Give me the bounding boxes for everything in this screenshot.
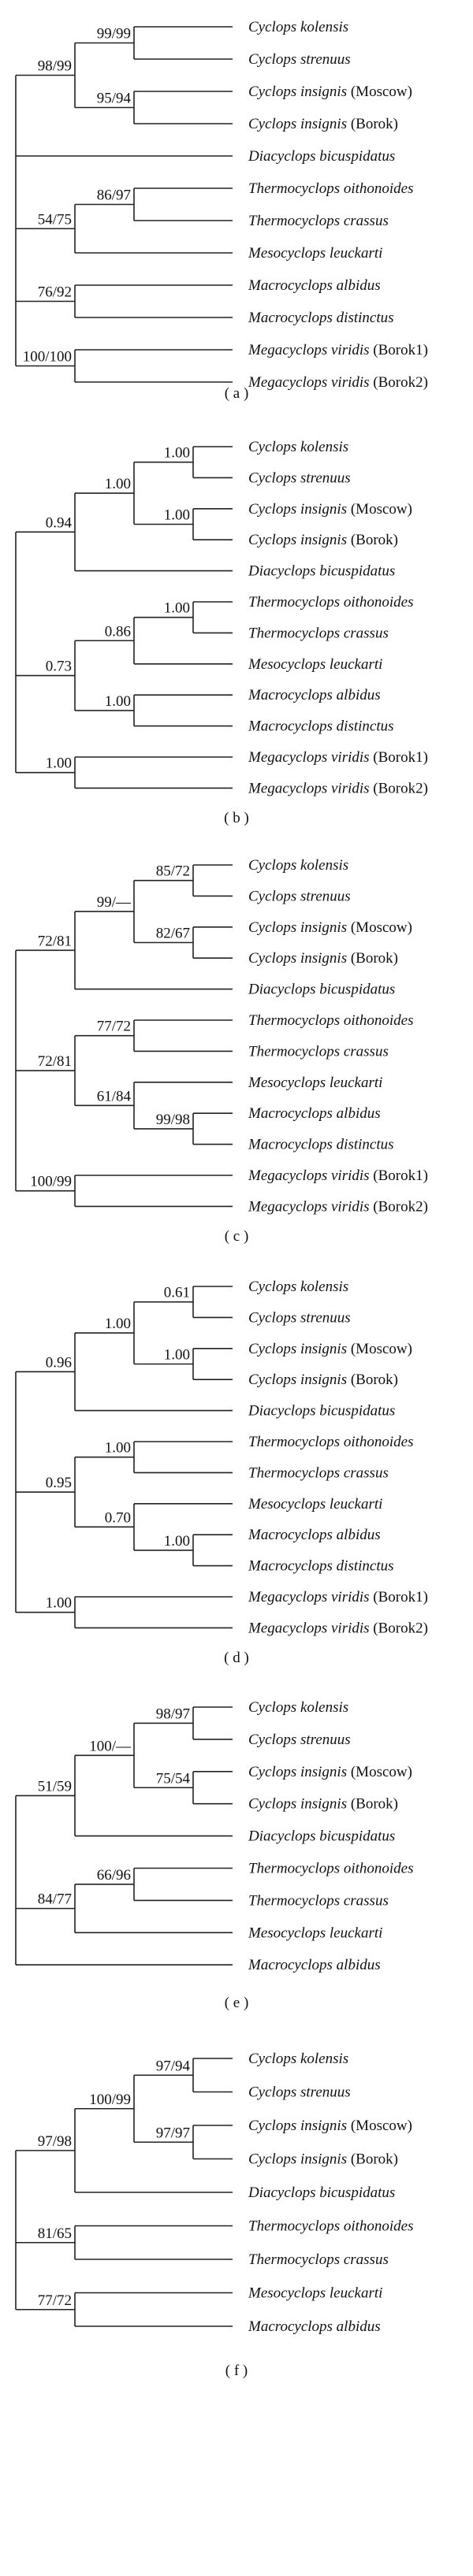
taxon-label: [248, 1105, 381, 1122]
taxon-name: Cyclops insignis: [248, 1340, 348, 1357]
taxon-locality: (Borok): [347, 116, 398, 132]
taxon-label: [248, 1137, 394, 1153]
taxon-locality: (Moscow): [347, 1340, 412, 1357]
taxon-name: Macrocyclops albidus: [248, 1957, 381, 1974]
taxon-label: [248, 1558, 394, 1575]
support-value: 51/59: [37, 1778, 72, 1795]
taxon-label: [248, 950, 398, 967]
taxon-label: [248, 2118, 412, 2134]
taxon-label: [248, 2084, 351, 2101]
taxon-label: [248, 656, 382, 673]
taxon-name: Diacyclops bicuspidatus: [248, 2184, 396, 2201]
support-value: 1.00: [45, 755, 72, 772]
taxon-label: [248, 1732, 351, 1748]
taxon-name: Cyclops insignis: [248, 1372, 348, 1389]
taxon-label: [248, 2251, 389, 2268]
taxon-label: [248, 1309, 351, 1326]
support-value: 1.00: [163, 1346, 190, 1364]
taxon-label: [248, 19, 348, 35]
taxon-name: Cyclops strenuus: [248, 888, 351, 905]
taxon-name: Macrocyclops distinctus: [248, 718, 394, 735]
support-value: 1.00: [163, 444, 190, 462]
taxon-name: Thermocyclops crassus: [248, 2251, 389, 2268]
taxon-label: [248, 1828, 395, 1845]
taxon-locality: (Borok2): [369, 780, 428, 797]
taxon-locality: (Borok2): [369, 1198, 428, 1216]
taxon-label: [248, 2184, 395, 2201]
support-value: 0.73: [45, 658, 72, 675]
support-value: 98/99: [37, 58, 72, 75]
taxon-name: Cyclops kolensis: [248, 1699, 349, 1716]
support-value: 76/92: [37, 284, 72, 301]
taxon-name: Megacyclops viridis: [248, 342, 370, 358]
support-value: 1.00: [163, 1532, 190, 1550]
taxon-label: [248, 501, 412, 518]
taxon-label: [248, 1372, 398, 1388]
taxon-name: Thermocyclops crassus: [248, 1043, 389, 1060]
taxon-name: Macrocyclops albidus: [248, 277, 381, 294]
taxon-label: [248, 1764, 412, 1780]
taxon-name: Macrocyclops albidus: [248, 1527, 381, 1544]
support-value: 1.00: [104, 1439, 131, 1457]
taxon-name: Cyclops strenuus: [248, 1731, 351, 1748]
taxon-name: Diacyclops bicuspidatus: [248, 1402, 396, 1420]
taxon-label: [248, 310, 394, 326]
support-value: 86/97: [96, 187, 131, 204]
panel-label: ( a ): [224, 385, 249, 402]
taxon-name: Thermocyclops crassus: [248, 1464, 389, 1482]
support-value: 98/97: [155, 1706, 190, 1723]
taxon-label: [248, 1075, 382, 1091]
taxon-label: [248, 116, 398, 132]
taxon-name: Cyclops strenuus: [248, 470, 351, 487]
taxon-name: Mesocyclops leuckarti: [248, 2285, 383, 2302]
taxon-locality: (Borok1): [369, 1167, 428, 1184]
taxon-label: [248, 563, 395, 580]
support-value: 100/99: [89, 2091, 131, 2108]
taxon-locality: (Borok1): [369, 1589, 428, 1605]
taxon-name: Macrocyclops albidus: [248, 687, 381, 704]
panel-label: ( f ): [225, 2363, 248, 2379]
support-value: 72/81: [37, 933, 72, 950]
taxon-label: [248, 213, 389, 229]
taxon-label: [248, 888, 351, 904]
support-value: 72/81: [37, 1053, 72, 1071]
taxon-name: Cyclops kolensis: [248, 19, 349, 35]
panel-label: ( d ): [224, 1650, 249, 1666]
taxon-name: Cyclops insignis: [248, 919, 348, 936]
taxon-name: Diacyclops bicuspidatus: [248, 148, 396, 165]
support-value: 100/99: [30, 1173, 72, 1190]
support-value: 1.00: [104, 1316, 131, 1333]
taxon-label: [248, 148, 395, 165]
support-value: 95/94: [96, 90, 131, 107]
taxon-label: [248, 342, 428, 358]
tree-panel-b: [16, 439, 428, 826]
taxon-label: [248, 1620, 428, 1636]
support-value: 0.61: [163, 1284, 190, 1301]
taxon-name: Macrocyclops distinctus: [248, 310, 394, 326]
taxon-locality: (Moscow): [347, 1763, 412, 1780]
support-value: 61/84: [96, 1088, 131, 1105]
taxon-name: Cyclops insignis: [248, 500, 348, 518]
taxon-locality: (Borok2): [369, 1620, 428, 1637]
taxon-label: [248, 1796, 398, 1813]
taxon-name: Mesocyclops leuckarti: [248, 655, 383, 673]
tree-panel-f: [16, 2051, 414, 2379]
taxon-name: Thermocyclops oithonoides: [248, 180, 414, 197]
taxon-name: Cyclops insignis: [248, 116, 348, 132]
taxon-name: Cyclops insignis: [248, 532, 348, 549]
taxon-name: Megacyclops viridis: [248, 1589, 370, 1605]
taxon-name: Mesocyclops leuckarti: [248, 1925, 383, 1942]
support-value: 97/98: [37, 2132, 72, 2150]
taxon-name: Thermocyclops crassus: [248, 1892, 389, 1910]
support-value: 97/97: [155, 2125, 190, 2142]
support-value: 66/96: [96, 1866, 131, 1884]
taxon-label: [248, 919, 412, 936]
support-value: 1.00: [163, 599, 190, 617]
support-value: 81/65: [37, 2225, 72, 2242]
taxon-label: [248, 51, 351, 68]
taxon-label: [248, 2151, 398, 2168]
taxon-name: Cyclops insignis: [248, 2151, 348, 2168]
support-value: 0.96: [45, 1354, 72, 1372]
tree-panel-e: [16, 1699, 414, 2011]
taxon-label: [248, 1892, 389, 1909]
taxon-label: [248, 1434, 414, 1450]
taxon-label: [248, 718, 394, 735]
taxon-label: [248, 687, 381, 703]
taxon-label: [248, 625, 389, 641]
taxon-label: [248, 1043, 389, 1060]
support-value: 84/77: [37, 1891, 72, 1908]
taxon-name: Thermocyclops crassus: [248, 213, 389, 229]
taxon-locality: (Borok1): [369, 342, 428, 358]
taxon-locality: (Borok): [347, 2151, 398, 2168]
taxon-label: [248, 470, 351, 486]
taxon-locality: (Borok): [347, 1372, 398, 1389]
taxon-locality: (Borok2): [369, 374, 428, 391]
taxon-label: [248, 180, 414, 197]
taxon-label: [248, 1957, 381, 1973]
support-value: 0.70: [104, 1509, 131, 1527]
taxon-locality: (Moscow): [347, 500, 412, 518]
taxon-name: Macrocyclops distinctus: [248, 1136, 394, 1153]
support-value: 1.00: [104, 476, 131, 493]
support-value: 100/100: [22, 348, 72, 366]
support-value: 100/—: [89, 1738, 131, 1755]
support-value: 77/72: [37, 2292, 72, 2309]
taxon-label: [248, 1167, 428, 1184]
taxon-label: [248, 439, 348, 455]
taxon-label: [248, 780, 428, 796]
taxon-label: [248, 982, 395, 998]
taxon-name: Thermocyclops oithonoides: [248, 1012, 414, 1029]
taxon-locality: (Moscow): [347, 919, 412, 936]
taxon-label: [248, 1341, 412, 1357]
taxon-name: Cyclops strenuus: [248, 1309, 351, 1327]
taxon-name: Diacyclops bicuspidatus: [248, 1828, 396, 1845]
taxon-name: Thermocyclops oithonoides: [248, 2218, 414, 2235]
taxon-name: Thermocyclops oithonoides: [248, 594, 414, 611]
support-value: 1.00: [163, 507, 190, 524]
taxon-name: Cyclops kolensis: [248, 439, 349, 455]
support-value: 97/94: [155, 2058, 190, 2075]
taxon-name: Macrocyclops albidus: [248, 1105, 381, 1123]
taxon-name: Mesocyclops leuckarti: [248, 1074, 383, 1091]
taxon-locality: (Moscow): [347, 84, 412, 100]
taxon-label: [248, 1699, 348, 1716]
taxon-name: Megacyclops viridis: [248, 1167, 370, 1184]
support-value: 85/72: [155, 863, 190, 880]
taxon-label: [248, 857, 348, 874]
support-value: 1.00: [45, 1594, 72, 1612]
taxon-name: Mesocyclops leuckarti: [248, 1495, 383, 1513]
taxon-locality: (Borok): [347, 950, 398, 967]
taxon-label: [248, 2318, 381, 2335]
taxon-name: Cyclops kolensis: [248, 857, 349, 874]
taxon-name: Macrocyclops albidus: [248, 2318, 381, 2335]
support-value: 99/98: [155, 1111, 190, 1128]
taxon-name: Cyclops strenuus: [248, 2084, 351, 2101]
tree-panel-a: [16, 19, 428, 402]
taxon-label: [248, 2051, 348, 2067]
taxon-name: Cyclops insignis: [248, 2118, 348, 2134]
taxon-name: Cyclops strenuus: [248, 51, 351, 68]
support-value: 77/72: [96, 1018, 131, 1035]
taxon-locality: (Borok): [347, 532, 398, 549]
support-value: 0.94: [45, 514, 72, 532]
support-value: 0.95: [45, 1475, 72, 1492]
taxon-locality: (Moscow): [347, 2118, 412, 2134]
taxon-label: [248, 1012, 414, 1029]
taxon-name: Megacyclops viridis: [248, 374, 370, 391]
taxon-name: Megacyclops viridis: [248, 780, 370, 797]
taxon-name: Macrocyclops distinctus: [248, 1557, 394, 1575]
support-value: 75/54: [155, 1770, 190, 1787]
taxon-name: Cyclops insignis: [248, 950, 348, 967]
taxon-name: Diacyclops bicuspidatus: [248, 562, 396, 580]
taxon-label: [248, 1279, 348, 1295]
taxon-label: [248, 1496, 382, 1513]
taxon-label: [248, 1589, 428, 1605]
taxon-name: Megacyclops viridis: [248, 1620, 370, 1637]
support-value: 99/99: [96, 25, 131, 43]
taxon-label: [248, 532, 398, 548]
tree-panel-d: [16, 1279, 428, 1666]
taxon-name: Megacyclops viridis: [248, 1198, 370, 1216]
taxon-name: Cyclops insignis: [248, 1795, 348, 1813]
taxon-label: [248, 2285, 382, 2302]
taxon-name: Thermocyclops oithonoides: [248, 1434, 414, 1450]
taxon-name: Mesocyclops leuckarti: [248, 245, 383, 262]
taxon-label: [248, 374, 428, 391]
taxon-label: [248, 1527, 381, 1543]
taxon-label: [248, 245, 382, 262]
support-value: 0.86: [104, 623, 131, 640]
taxon-label: [248, 1403, 395, 1420]
taxon-name: Cyclops kolensis: [248, 1279, 349, 1295]
support-value: 1.00: [104, 692, 131, 710]
taxon-label: [248, 1464, 389, 1481]
taxon-label: [248, 2218, 414, 2235]
taxon-name: Cyclops kolensis: [248, 2051, 349, 2067]
taxon-label: [248, 277, 381, 294]
taxon-label: [248, 84, 412, 100]
taxon-name: Cyclops insignis: [248, 84, 348, 100]
support-value: 82/67: [155, 925, 190, 942]
taxon-name: Megacyclops viridis: [248, 749, 370, 766]
taxon-name: Diacyclops bicuspidatus: [248, 981, 396, 998]
panel-label: ( b ): [224, 810, 249, 826]
panel-label: ( e ): [224, 1995, 249, 2011]
taxon-locality: (Borok): [347, 1795, 398, 1813]
taxon-label: [248, 749, 428, 766]
taxon-label: [248, 1198, 428, 1215]
taxon-name: Cyclops insignis: [248, 1763, 348, 1780]
support-value: 54/75: [37, 211, 72, 228]
tree-panel-c: [16, 857, 428, 1245]
panel-label: ( c ): [224, 1228, 249, 1245]
taxon-label: [248, 594, 414, 611]
support-value: 99/—: [96, 894, 131, 911]
taxon-locality: (Borok1): [369, 749, 428, 766]
taxon-label: [248, 1861, 414, 1877]
taxon-name: Thermocyclops oithonoides: [248, 1860, 414, 1877]
taxon-name: Thermocyclops crassus: [248, 625, 389, 642]
taxon-label: [248, 1925, 382, 1941]
